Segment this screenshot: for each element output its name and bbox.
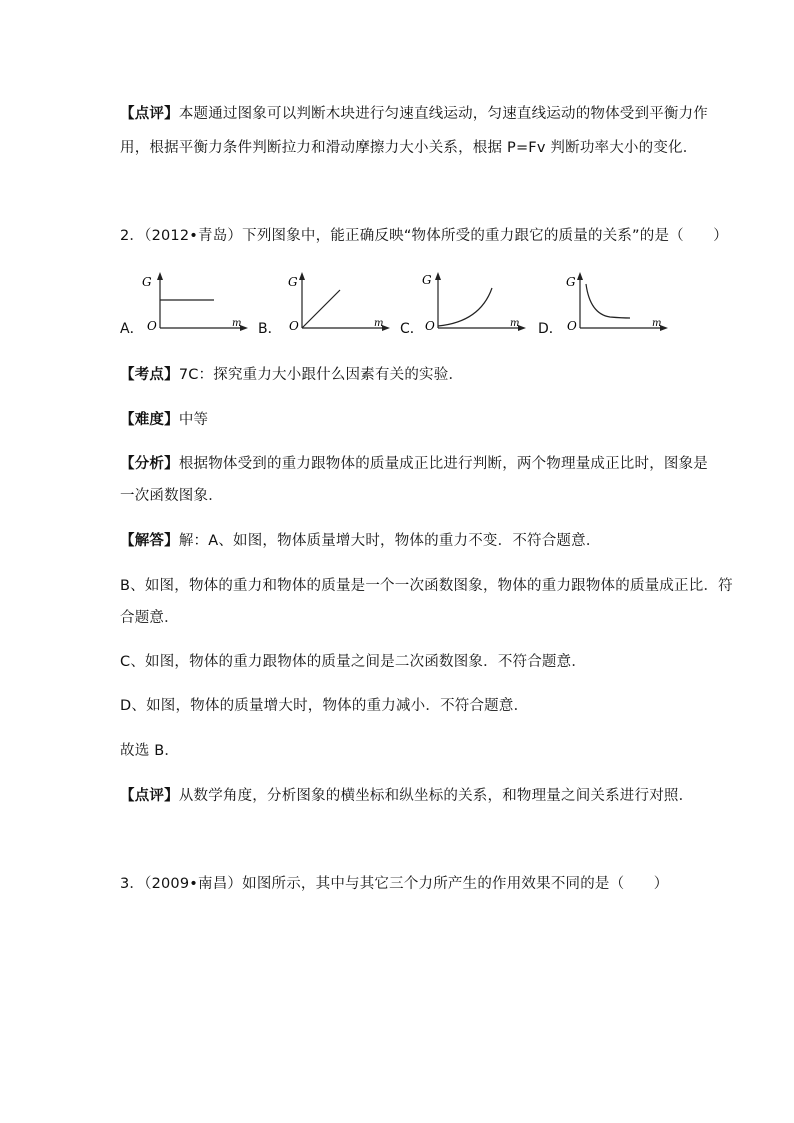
- review-text-1: 本题通过图象可以判断木块进行匀速直线运动，匀速直线运动的物体受到平衡力作: [178, 106, 709, 122]
- fenxi-text-1: 根据物体受到的重力跟物体的质量成正比进行判断，两个物理量成正比时，图象是: [178, 456, 709, 472]
- graph-d-y-label: G: [566, 275, 576, 289]
- kaodian-line: [120, 363, 463, 384]
- graph-a-y-label: G: [142, 275, 152, 289]
- option-b-label: B．: [258, 321, 282, 337]
- graph-c: [418, 270, 558, 336]
- answer-c-line: C、如图，物体的重力跟物体的质量之间是二次函数图象．不符合题意．: [120, 654, 587, 670]
- answer-b-line-2: 合题意．: [120, 610, 179, 626]
- kaodian-tag: 【考点】: [120, 367, 179, 383]
- answer-b-line-1: B、如图，物体的重力和物体的质量是一个一次函数图象，物体的重力跟物体的质量成正比．符: [120, 578, 733, 594]
- jieda-tag: 【解答】: [120, 533, 179, 549]
- graph-b-y-label: G: [288, 275, 298, 289]
- graph-d-x-label: m: [652, 318, 662, 329]
- kaodian-text: 7C：探究重力大小跟什么因素有关的实验．: [178, 367, 464, 383]
- nandu-tag: 【难度】: [120, 412, 179, 428]
- final-answer: 故选 B．: [120, 743, 180, 759]
- graph-d-origin: O: [567, 319, 577, 333]
- graph-a-x-label: m: [232, 318, 242, 329]
- jieda-text: 解：A、如图，物体质量增大时，物体的重力不变．不符合题意．: [178, 533, 601, 549]
- graph-b-origin: O: [289, 319, 299, 333]
- fenxi-line-1: [120, 452, 708, 473]
- option-c-label: C．: [400, 321, 424, 337]
- review-tag: 【点评】: [120, 106, 179, 122]
- graph-b-x-label: m: [374, 318, 384, 329]
- question-3-title: 3．（2009•南昌）如图所示，其中与其它三个力所产生的作用效果不同的是（ ）: [120, 876, 669, 892]
- graph-d-curve: [586, 284, 630, 318]
- dianping-line: [120, 784, 693, 805]
- answer-d-line: D、如图，物体的质量增大时，物体的重力减小．不符合题意．: [120, 698, 529, 714]
- question-2-title: 2．（2012•青岛）下列图象中，能正确反映“物体所受的重力跟它的质量的关系”的是（ ）: [120, 228, 728, 244]
- review-line-1: [120, 102, 708, 123]
- nandu-line: [120, 408, 208, 429]
- graph-c-curve: [438, 288, 492, 326]
- graph-c-y-label: G: [422, 273, 432, 287]
- nandu-text: 中等: [178, 412, 209, 428]
- fenxi-line-2: 一次函数图象．: [120, 488, 223, 504]
- fenxi-tag: 【分析】: [120, 456, 179, 472]
- option-a-label: A．: [120, 321, 144, 337]
- dianping-text: 从数学角度，分析图象的横坐标和纵坐标的关系，和物理量之间关系进行对照．: [178, 788, 694, 804]
- review-line-2: 用，根据平衡力条件判断拉力和滑动摩擦力大小关系，根据 P=Fv 判断功率大小的变化．: [120, 140, 698, 156]
- graph-c-x-label: m: [510, 318, 520, 329]
- graph-d: [560, 270, 700, 336]
- graph-b-curve: [302, 290, 340, 328]
- graph-a-origin: O: [147, 319, 157, 333]
- graph-c-origin: O: [425, 319, 435, 333]
- jieda-line: [120, 529, 601, 550]
- option-d-label: D．: [538, 321, 563, 337]
- dianping-tag: 【点评】: [120, 788, 179, 804]
